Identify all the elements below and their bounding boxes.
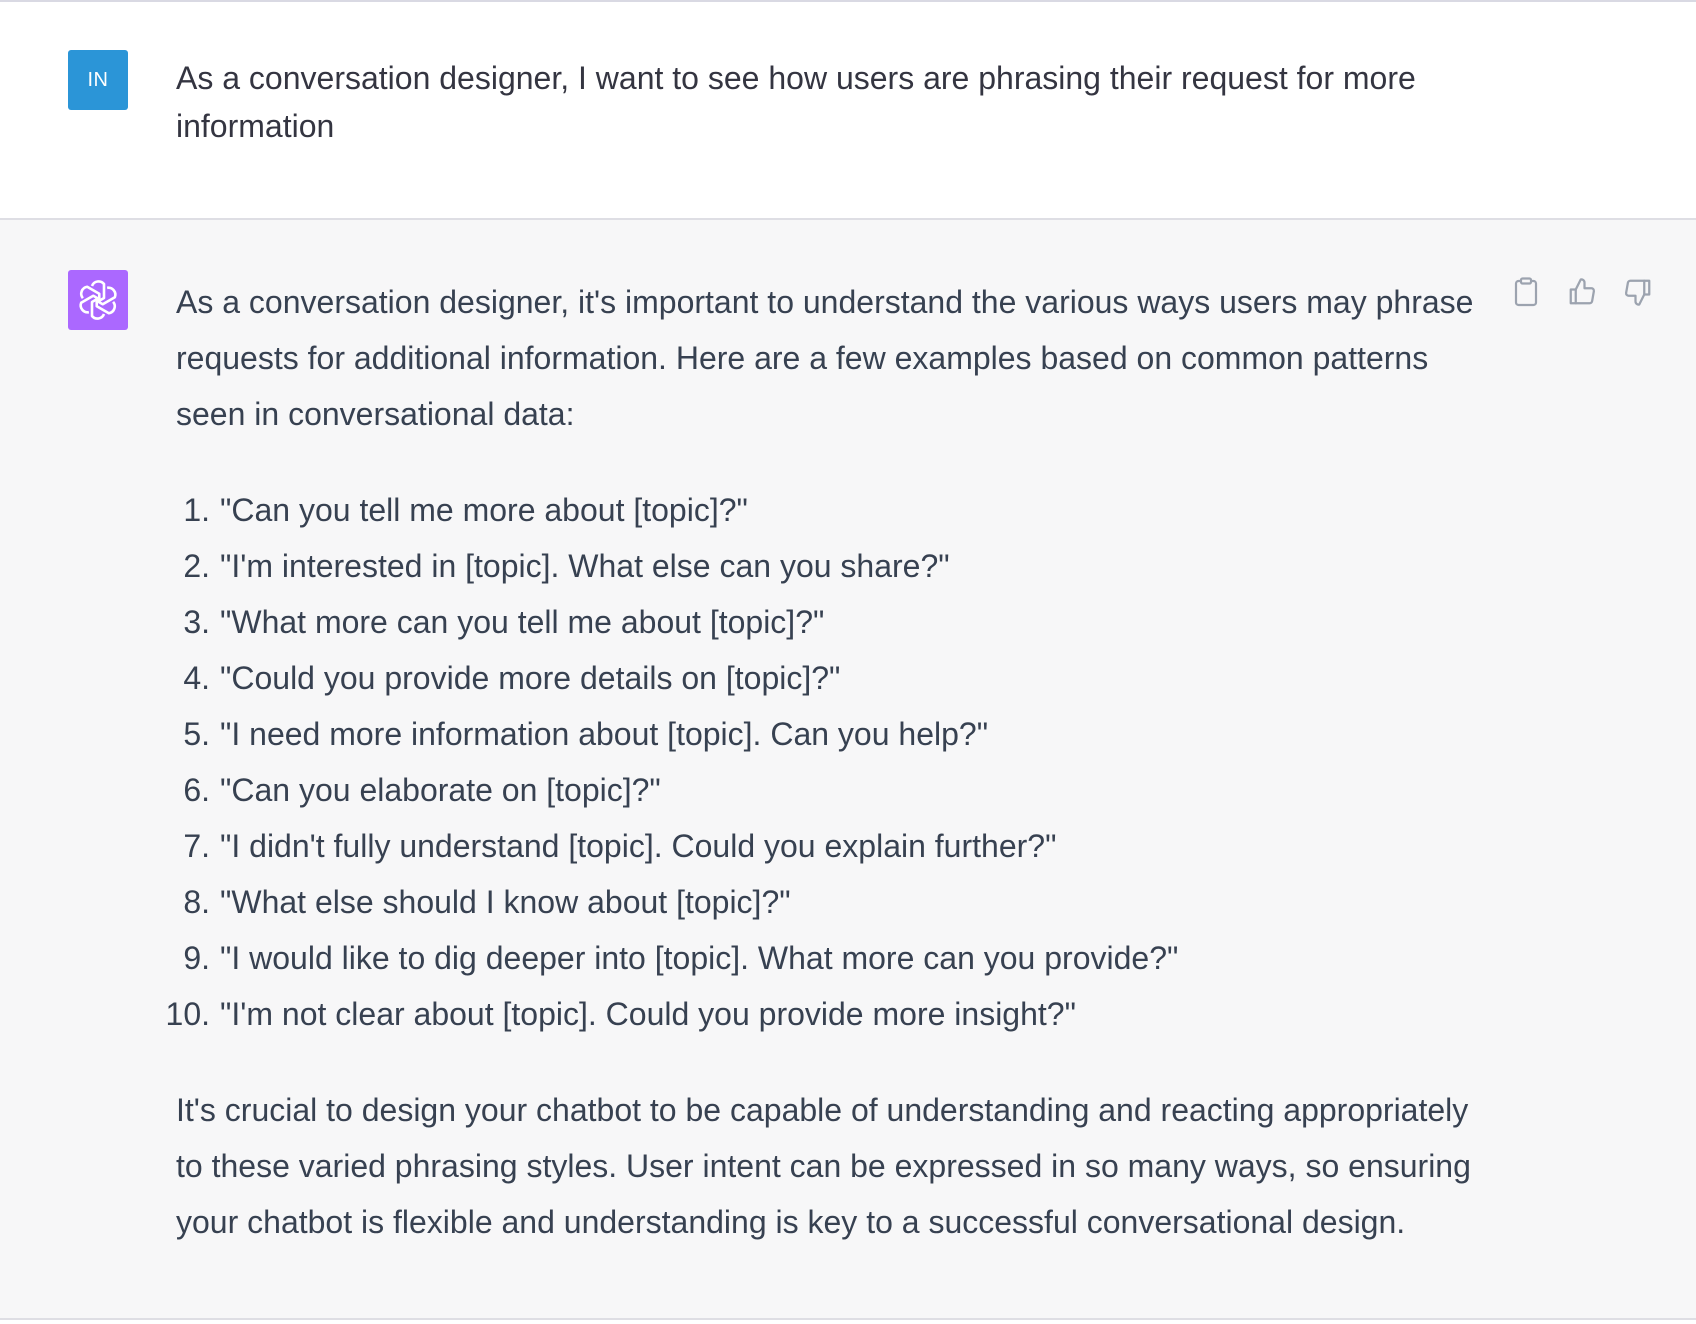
assistant-message-content — [165, 274, 1496, 1250]
list-item-number: 2. — [183, 548, 210, 584]
list-item-number: 10. — [165, 996, 210, 1032]
list-item — [176, 650, 1496, 706]
message-actions — [1510, 276, 1654, 308]
list-item — [176, 594, 1496, 650]
list-item-number: 6. — [183, 772, 210, 808]
list-item — [176, 706, 1496, 762]
list-item-text: "What more can you tell me about [topic]?" — [220, 604, 825, 640]
assistant-intro: As a conversation designer, it's important to understand the various ways users may phrase requests for additional information. Here are a few examples based on common patterns seen in conversational data: — [176, 284, 1474, 432]
thumbs-up-button[interactable] — [1566, 276, 1598, 308]
list-item-text: "Can you tell me more about [topic]?" — [220, 492, 748, 528]
list-item-number: 4. — [183, 660, 210, 696]
examples-list — [165, 482, 1496, 1042]
list-item — [176, 930, 1496, 986]
assistant-conclusion: It's crucial to design your chatbot to be capable of understanding and reacting appropriately to these varied phrasing styles. User intent can be expressed in so many ways, so ensuring your chatbot is flexible and understanding is key to a successful conversational design. — [176, 1092, 1471, 1240]
user-avatar — [68, 50, 128, 110]
list-item-number: 8. — [183, 884, 210, 920]
list-item-number: 1. — [183, 492, 210, 528]
list-item-number: 3. — [183, 604, 210, 640]
openai-logo-icon — [77, 279, 119, 321]
clipboard-icon — [1512, 277, 1540, 307]
list-item — [165, 986, 1496, 1042]
thumbs-down-icon — [1623, 277, 1653, 307]
list-item — [176, 874, 1496, 930]
list-item — [176, 538, 1496, 594]
list-item-text: "I'm not clear about [topic]. Could you provide more insight?" — [220, 996, 1076, 1032]
list-item-text: "What else should I know about [topic]?" — [220, 884, 791, 920]
list-item-number: 7. — [183, 828, 210, 864]
list-item-text: "Could you provide more details on [topic]?" — [220, 660, 841, 696]
copy-button[interactable] — [1510, 276, 1542, 308]
list-item — [176, 482, 1496, 538]
thumbs-up-icon — [1567, 277, 1597, 307]
list-item-text: "I would like to dig deeper into [topic]. What more can you provide?" — [220, 940, 1179, 976]
assistant-avatar — [68, 270, 128, 330]
list-item-text: "I didn't fully understand [topic]. Could you explain further?" — [220, 828, 1057, 864]
list-item-text: "I'm interested in [topic]. What else can you share?" — [220, 548, 950, 584]
list-item-number: 5. — [183, 716, 210, 752]
thumbs-down-button[interactable] — [1622, 276, 1654, 308]
page-bottom — [0, 1320, 1696, 1324]
user-message — [0, 2, 1696, 220]
list-item-text: "I need more information about [topic]. Can you help?" — [220, 716, 989, 752]
list-item-number: 9. — [183, 940, 210, 976]
user-message-text: As a conversation designer, I want to see how users are phrasing their request for more information — [176, 60, 1416, 144]
list-item-text: "Can you elaborate on [topic]?" — [220, 772, 661, 808]
list-item — [176, 762, 1496, 818]
list-item — [176, 818, 1496, 874]
assistant-message — [0, 220, 1696, 1320]
user-avatar-initials: IN — [87, 68, 109, 91]
